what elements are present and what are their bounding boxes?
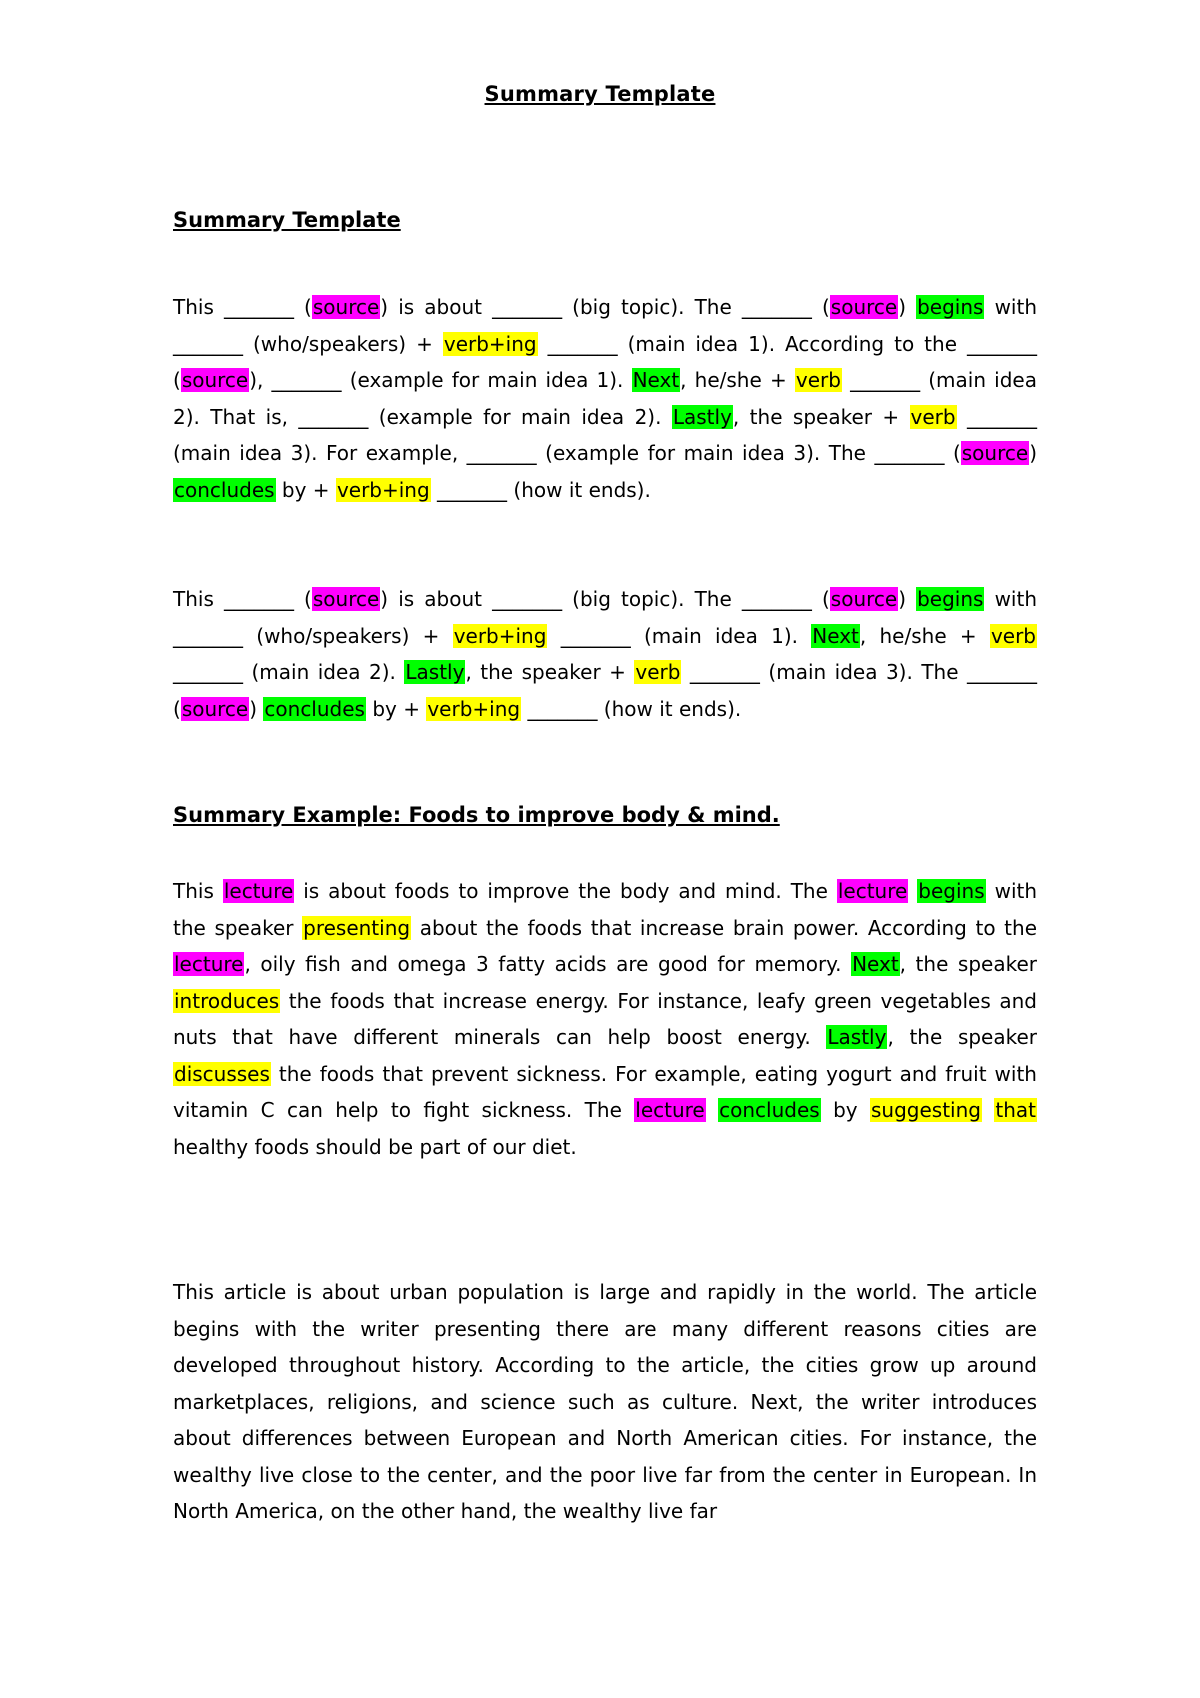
highlighted-term: discusses (174, 1061, 270, 1086)
highlighted-term: concludes (174, 477, 275, 502)
text-run: , he/she + (680, 368, 795, 392)
text-run: about the foods that increase brain power. According to the (411, 915, 1037, 940)
text-run: ) (1029, 441, 1037, 465)
text-run: , the speaker + (465, 660, 635, 684)
highlighted-term: lecture (635, 1098, 705, 1122)
text-run: by + (275, 477, 336, 502)
example-heading: Summary Example: Foods to improve body & mind. (173, 803, 780, 827)
highlighted-term: lecture (837, 879, 908, 903)
highlighted-term: introduces (174, 988, 280, 1013)
article-paragraph: This article is about urban population is large and rapidly in the world. The article begins with the writer presenting there are many different reasons cities are developed throughout history. According to the article, the cities grow up around marketplaces, religions, and science such as culture. Next, the writer introduces about differences between European and North American cities. For instance, the wealthy live close to the center, and the poor live far from the center in European. In North America, on the other hand, the wealthy live far (173, 1280, 1037, 1523)
highlighted-term: source (312, 587, 380, 611)
text-run: _______ (main idea 3). The _______ ( (173, 660, 1037, 721)
highlighted-term: verb (910, 404, 956, 429)
template-paragraph-short (173, 581, 1037, 727)
text-run (908, 879, 917, 903)
highlighted-term: concludes (264, 696, 365, 721)
highlighted-term: source (312, 295, 380, 319)
highlighted-term: source (181, 696, 249, 721)
text-run: by (820, 1098, 870, 1122)
text-run: , oily fish and omega 3 fatty acids are good for memory. (244, 952, 852, 976)
highlighted-term: presenting (303, 915, 411, 940)
highlighted-term: source (961, 441, 1029, 465)
text-run (982, 1098, 994, 1122)
highlighted-term: verb (795, 368, 841, 392)
highlighted-term: Next (852, 952, 899, 976)
highlighted-term: source (181, 368, 249, 392)
text-run: This (173, 879, 223, 903)
text-run: with _______ (who/speakers) + (173, 295, 1037, 356)
text-run: , he/she + (859, 623, 990, 648)
text-run: , the speaker (899, 952, 1037, 976)
highlighted-term: lecture (223, 879, 294, 903)
text-run: ), _______ (example for main idea 1). (249, 368, 632, 392)
highlighted-term: begins (917, 587, 984, 611)
highlighted-term: verb+ing (453, 623, 547, 648)
highlighted-term: verb (635, 660, 681, 684)
text-run: , the speaker (887, 1025, 1038, 1049)
text-run: healthy foods should be part of our diet. (173, 1134, 577, 1159)
text-run (706, 1098, 718, 1122)
document-title: Summary Template (484, 82, 716, 106)
text-run: the foods that prevent sickness. For example, eating yogurt and fruit with vitamin C can help to fight sickness. The (173, 1061, 1037, 1122)
text-run: _______ (main idea 2). (173, 660, 405, 684)
highlighted-term: verb+ing (443, 331, 537, 356)
highlighted-term: verb+ing (336, 477, 430, 502)
template-paragraph-long (173, 289, 1037, 508)
text-run: the foods that increase energy. For instance, leafy green vegetables and nuts that have different minerals can help boost energy. (173, 988, 1037, 1049)
text-run: ) (898, 295, 917, 319)
text-run: with _______ (who/speakers) + (173, 587, 1037, 648)
highlighted-term: verb (990, 623, 1036, 648)
highlighted-term: Next (632, 368, 680, 392)
text-run: is about foods to improve the body and mind. The (294, 879, 837, 903)
text-run: _______ (main idea 3). For example, _______ (example for main idea 3). The _______ ( (173, 404, 1037, 465)
text-run: with the speaker (173, 879, 1038, 940)
text-run: _______ (main idea 2). That is, _______ (example for main idea 2). (173, 368, 1037, 429)
highlighted-term: suggesting (871, 1098, 981, 1122)
highlighted-term: verb+ing (427, 696, 521, 721)
highlighted-term: Lastly (827, 1025, 887, 1049)
highlighted-term: Lastly (405, 660, 465, 684)
example-paragraph (173, 873, 1037, 1165)
text-run: by + (365, 696, 427, 721)
text-run: , the speaker + (732, 404, 910, 429)
text-run: This _______ ( (173, 295, 312, 319)
highlighted-term: lecture (174, 952, 244, 976)
highlighted-term: begins (918, 879, 985, 903)
highlighted-term: begins (917, 295, 984, 319)
text-run: ) (898, 587, 917, 611)
highlighted-term: Next (812, 623, 859, 648)
text-run: This _______ ( (173, 587, 312, 611)
highlighted-term: source (830, 295, 898, 319)
text-run: ) is about _______ (big topic). The _______ ( (380, 587, 830, 611)
text-run: ) is about _______ (big topic). The _______ ( (380, 295, 830, 319)
highlighted-term: that (995, 1098, 1036, 1122)
text-run: _______ (how it ends). (521, 696, 742, 721)
text-run: _______ (main idea 1). (547, 623, 812, 648)
template-heading: Summary Template (173, 208, 401, 232)
text-run: _______ (main idea 1). According to the _______ ( (173, 331, 1037, 392)
highlighted-term: source (830, 587, 898, 611)
text-run: ) (249, 696, 264, 721)
highlighted-term: concludes (719, 1098, 820, 1122)
text-run: _______ (how it ends). (430, 477, 651, 502)
highlighted-term: Lastly (672, 404, 732, 429)
